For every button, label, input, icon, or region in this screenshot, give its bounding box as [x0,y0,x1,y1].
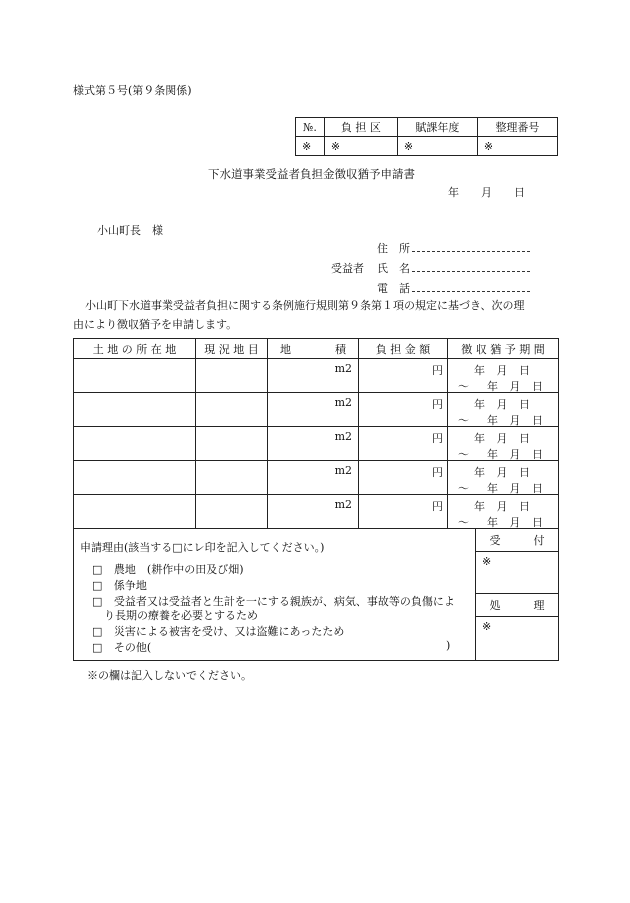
table-row [74,427,559,461]
land-details-table [73,338,559,529]
area-unit: m2 [334,396,352,409]
amount-cell[interactable] [359,427,448,461]
period-start: 年 月 日 [474,500,530,513]
period-start: 年 月 日 [474,466,530,479]
reason-item-dispute[interactable] [92,577,147,593]
amount-unit: 円 [432,398,443,411]
checkbox-icon[interactable]: □ [92,595,103,608]
reason-label: その他( [113,641,152,654]
reason-label: 係争地 [113,579,147,592]
tilde: ～ [458,516,469,529]
header-land-location: 土 地 の 所 在 地 [74,339,196,359]
applicant-label: 受益者 [331,262,364,275]
header-reference-number: 整理番号 [477,118,557,137]
amount-unit: 円 [432,466,443,479]
header-land-area: 地 積 [268,339,359,359]
reason-section [74,529,476,661]
footnote: ※の欄は記入しないでください。 [87,669,252,682]
table-row [74,359,559,393]
land-use-cell[interactable] [196,461,268,495]
form-number: 様式第５号(第９条関係) [73,84,192,97]
land-location-cell[interactable] [74,359,196,393]
amount-unit: 円 [432,432,443,445]
area-cell[interactable] [268,461,359,495]
applicant-name-row[interactable] [377,260,530,276]
area-unit: m2 [334,362,352,375]
value-levy-year: ※ [397,137,477,156]
land-location-cell[interactable] [74,461,196,495]
period-end-date: 年 月 日 [487,516,543,529]
reason-label: 農地 (耕作中の田及び畑) [113,563,244,576]
header-burden-amount: 負 担 金 額 [359,339,448,359]
header-current-land-use: 現 況 地 目 [196,339,268,359]
period-end-date: 年 月 日 [487,380,543,393]
period-start: 年 月 日 [474,398,530,411]
table-row [74,393,559,427]
amount-cell[interactable] [359,393,448,427]
value-no: ※ [296,137,325,156]
checkbox-icon[interactable]: □ [92,579,103,592]
value-burden-district: ※ [324,137,397,156]
period-cell[interactable] [448,427,559,461]
processed-value[interactable]: ※ [476,617,559,661]
reason-label: 受益者又は受益者と生計を一にする親族が、病気、事故等の負傷によ [113,595,455,608]
application-date[interactable]: 年 月 日 [448,186,525,199]
checkbox-icon[interactable]: □ [92,625,103,638]
document-title: 下水道事業受益者負担金徴収猶予申請書 [208,167,415,181]
amount-cell[interactable] [359,461,448,495]
header-no: №. [296,118,325,137]
area-unit: m2 [334,430,352,443]
area-cell[interactable] [268,427,359,461]
land-location-cell[interactable] [74,393,196,427]
body-text-line-2: 由により徴収猶予を申請します。 [73,318,238,331]
land-use-cell[interactable] [196,359,268,393]
tilde: ～ [458,482,469,495]
area-unit: m2 [334,498,352,511]
table-row [74,461,559,495]
amount-unit: 円 [432,500,443,513]
header-levy-year: 賦課年度 [397,118,477,137]
period-start: 年 月 日 [474,364,530,377]
area-cell[interactable] [268,393,359,427]
address-label: 住 所 [377,242,410,255]
checkbox-icon[interactable]: □ [92,641,103,654]
amount-cell[interactable] [359,495,448,529]
period-end-date: 年 月 日 [487,482,543,495]
area-cell[interactable] [268,495,359,529]
phone-line[interactable] [412,282,530,292]
reason-other-close-paren: ) [446,639,451,652]
received-label: 受 付 [476,529,559,552]
tilde: ～ [458,448,469,461]
office-use-table [295,117,558,156]
land-use-cell[interactable] [196,495,268,529]
reason-label: 災害による被害を受け、又は盗難にあったため [113,625,345,638]
period-end-date: 年 月 日 [487,448,543,461]
period-cell[interactable] [448,461,559,495]
value-reference-number: ※ [477,137,557,156]
reason-heading: 申請理由(該当する□にレ印を記入してください。) [80,541,325,554]
received-value[interactable]: ※ [476,552,559,594]
period-cell[interactable] [448,359,559,393]
addressee: 小山町長 様 [97,224,163,237]
period-cell[interactable] [448,495,559,529]
area-cell[interactable] [268,359,359,393]
applicant-address-row[interactable] [377,240,530,256]
reason-item-illness-continued: り長期の療養を必要とするため [104,609,258,622]
header-burden-district: 負 担 区 [324,118,397,137]
land-location-cell[interactable] [74,427,196,461]
name-label: 氏 名 [377,262,410,275]
header-deferral-period: 徴 収 猶 予 期 間 [448,339,559,359]
table-row [74,495,559,529]
period-end-date: 年 月 日 [487,414,543,427]
period-start: 年 月 日 [474,432,530,445]
reason-and-processing-table [73,528,559,661]
tilde: ～ [458,380,469,393]
land-use-cell[interactable] [196,393,268,427]
body-text-line-1: 小山町下水道事業受益者負担に関する条例施行規則第９条第１項の規定に基づき、次の理 [85,299,525,312]
period-cell[interactable] [448,393,559,427]
processed-label: 処 理 [476,594,559,617]
reason-item-disaster[interactable] [92,623,344,639]
checkbox-icon[interactable]: □ [92,563,103,576]
reason-item-other[interactable] [92,639,151,655]
land-use-cell[interactable] [196,427,268,461]
land-location-cell[interactable] [74,495,196,529]
phone-label: 電 話 [377,282,410,295]
name-line[interactable] [412,262,530,272]
tilde: ～ [458,414,469,427]
address-line[interactable] [412,242,530,252]
applicant-phone-row[interactable] [377,280,530,296]
amount-unit: 円 [432,364,443,377]
area-unit: m2 [334,464,352,477]
amount-cell[interactable] [359,359,448,393]
reason-item-farmland[interactable] [92,561,244,577]
